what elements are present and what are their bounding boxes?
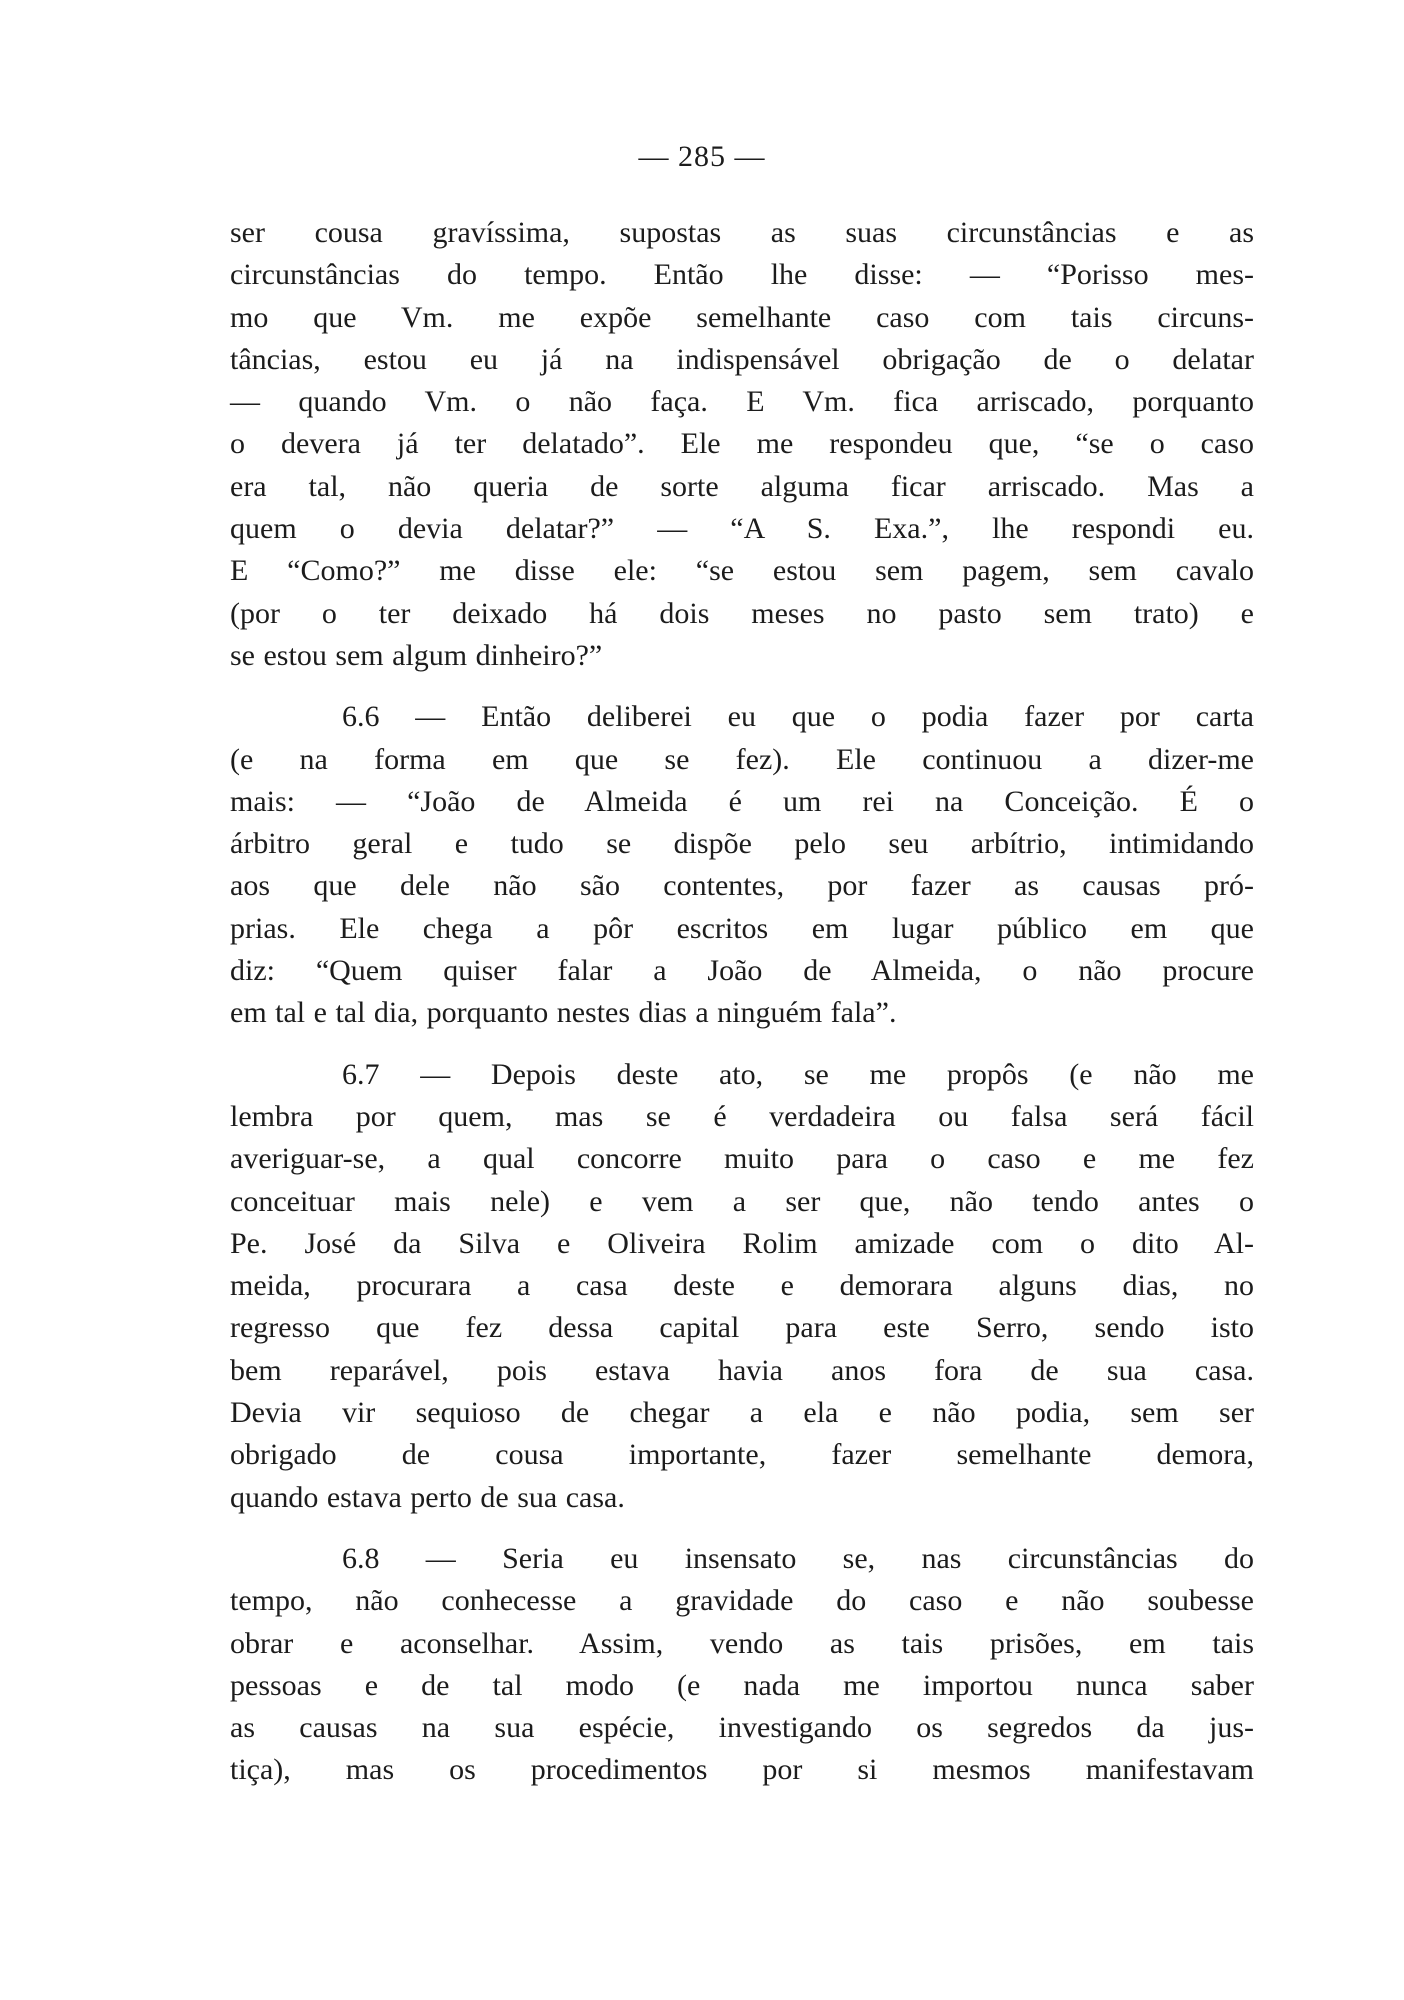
text-line: 6.7 — Depois deste ato, se me propôs (e não me [342, 1057, 1254, 1091]
text-line: (e na forma em que se fez). Ele continuou a dizer-me [230, 742, 1254, 776]
paragraph-6-8 [230, 1538, 1254, 1792]
text-line: E “Como?” me disse ele: “se estou sem pagem, sem cavalo [230, 554, 1254, 588]
text-line: tiça), mas os procedimentos por si mesmos manifestavam [230, 1753, 1254, 1787]
text-line: conceituar mais nele) e vem a ser que, não tendo antes o [230, 1184, 1254, 1218]
text-line: pessoas e de tal modo (e nada me importou nunca saber [230, 1668, 1254, 1702]
text-line: árbitro geral e tudo se dispõe pelo seu arbítrio, intimidando [230, 827, 1254, 861]
text-line: em tal e tal dia, porquanto nestes dias a ninguém fala”. [230, 996, 897, 1030]
text-line: ser cousa gravíssima, supostas as suas circunstâncias e as [230, 216, 1254, 249]
text-line: obrigado de cousa importante, fazer semelhante demora, [230, 1438, 1254, 1472]
text-line: mo que Vm. me expõe semelhante caso com tais circuns- [230, 300, 1254, 334]
text-line: diz: “Quem quiser falar a João de Almeida, o não procure [230, 954, 1254, 988]
text-line: se estou sem algum dinheiro?” [230, 638, 603, 672]
text-line: as causas na sua espécie, investigando os segredos da jus- [230, 1711, 1254, 1745]
body-text [230, 212, 1254, 1792]
text-line: 6.6 — Então deliberei eu que o podia fazer por carta [342, 700, 1254, 734]
text-line: Pe. José da Silva e Oliveira Rolim amizade com o dito Al- [230, 1226, 1254, 1260]
text-line: — quando Vm. o não faça. E Vm. fica arriscado, porquanto [230, 385, 1254, 419]
text-line: Devia vir sequioso de chegar a ela e não podia, sem ser [230, 1396, 1254, 1430]
text-line: tempo, não conhecesse a gravidade do caso e não soubesse [230, 1584, 1254, 1618]
page-number: — 285 — [638, 140, 766, 173]
text-line: circunstâncias do tempo. Então lhe disse: — “Porisso mes- [230, 258, 1254, 292]
text-line: obrar e aconselhar. Assim, vendo as tais prisões, em tais [230, 1626, 1254, 1660]
text-line: 6.8 — Seria eu insensato se, nas circunstâncias do [342, 1541, 1254, 1575]
text-line: (por o ter deixado há dois meses no pasto sem trato) e [230, 596, 1254, 630]
text-line: averiguar-se, a qual concorre muito para o caso e me fez [230, 1142, 1254, 1176]
paragraph-6-7 [230, 1054, 1254, 1519]
text-line: lembra por quem, mas se é verdadeira ou falsa será fácil [230, 1099, 1254, 1133]
text-line: tâncias, estou eu já na indispensável obrigação de o delatar [230, 342, 1254, 376]
text-line: mais: — “João de Almeida é um rei na Conceição. É o [230, 784, 1254, 818]
text-line: o devera já ter delatado”. Ele me respondeu que, “se o caso [230, 427, 1254, 461]
paragraph-1 [230, 212, 1254, 677]
text-line: regresso que fez dessa capital para este Serro, sendo isto [230, 1311, 1254, 1345]
text-line: bem reparável, pois estava havia anos fora de sua casa. [230, 1353, 1254, 1387]
text-line: quando estava perto de sua casa. [230, 1480, 625, 1514]
text-line: aos que dele não são contentes, por fazer as causas pró- [230, 869, 1254, 903]
paragraph-6-6 [230, 696, 1254, 1034]
text-line: era tal, não queria de sorte alguma ficar arriscado. Mas a [230, 469, 1254, 503]
text-line: quem o devia delatar?” — “A S. Exa.”, lhe respondi eu. [230, 512, 1254, 546]
text-line: meida, procurara a casa deste e demorara alguns dias, no [230, 1269, 1254, 1303]
text-line: prias. Ele chega a pôr escritos em lugar público em que [230, 911, 1254, 945]
